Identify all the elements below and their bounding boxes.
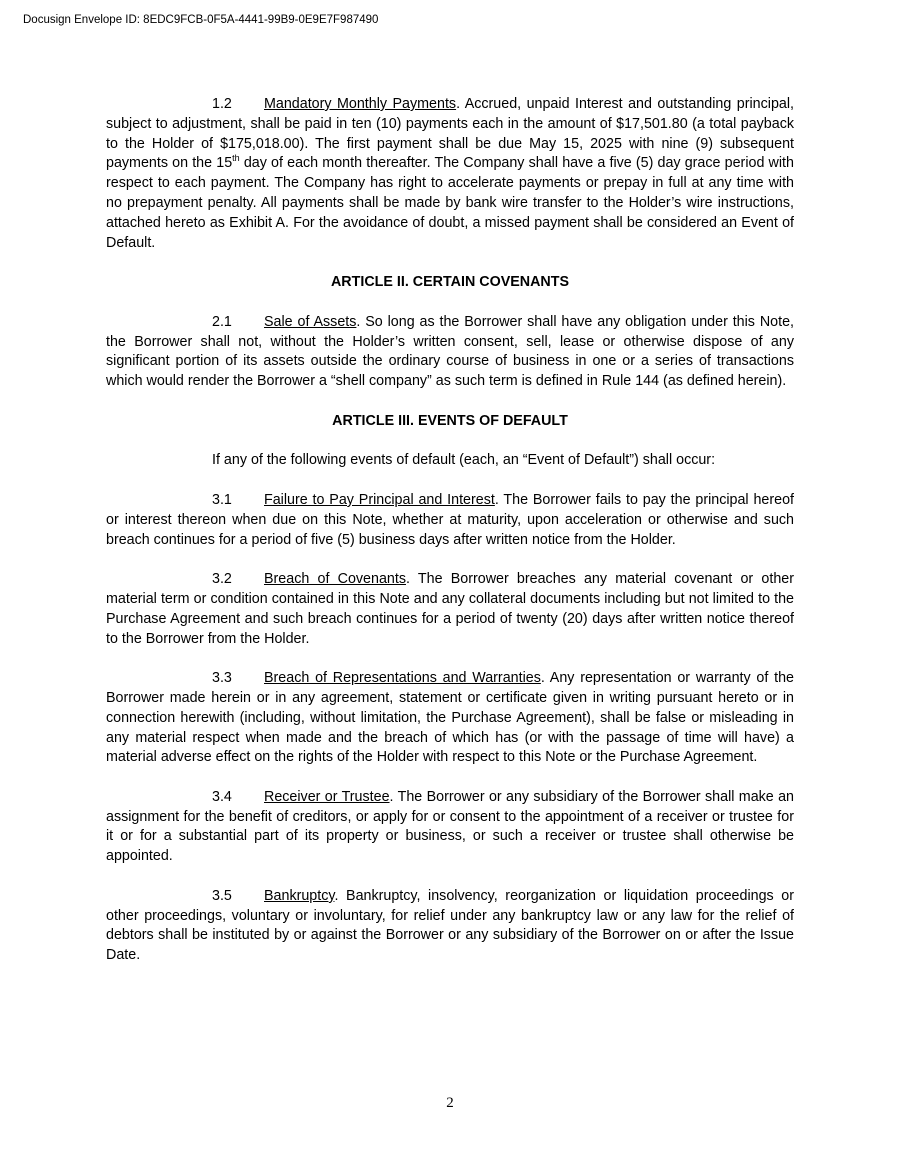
section-title: Mandatory Monthly Payments	[264, 96, 457, 112]
section-title: Breach of Representations and Warranties	[264, 670, 541, 687]
section-1-2	[106, 95, 794, 253]
section-3-1	[106, 491, 794, 550]
section-number: 3.5	[212, 887, 232, 904]
section-number: 3.1	[212, 491, 232, 508]
envelope-id: Docusign Envelope ID: 8EDC9FCB-0F5A-4441-99B9-0E9E7F987490	[23, 14, 379, 26]
section-number: 2.1	[212, 313, 232, 330]
section-text: . Accrued, unpaid Interest and outstanding principal, subject to adjustment, shall be paid in ten (10) payments each in the amount of $17,501.80 (a total payback to the Holder of $175,018.00). The first payment shall be due May 15, 2025 with nine (9) subsequent payments on the 15	[106, 96, 794, 172]
section-number: 3.3	[212, 670, 232, 687]
section-text: . The Borrower fails to pay the principal hereof or interest thereon when due on this Note, whether at maturity, upon acceleration or otherwise and such breach continues for a period of five (5) business days after written notice from the Holder.	[106, 491, 794, 548]
section-3-5	[106, 887, 794, 966]
section-number: 3.2	[212, 571, 232, 588]
section-number: 1.2	[212, 96, 232, 112]
events-intro: If any of the following events of default (each, an “Event of Default”) shall occur:	[212, 452, 716, 469]
section-3-3	[106, 669, 794, 768]
section-text: . The Borrower breaches any material covenant or other material term or condition contained in this Note and any collateral documents including but not limited to the Purchase Agreement and such breach continues for a period of twenty (20) days after written notice thereof to the Borrower from the Holder.	[106, 571, 794, 647]
document-body	[106, 95, 794, 966]
section-title: Breach of Covenants	[264, 571, 406, 588]
section-3-4	[106, 788, 794, 867]
superscript: th	[232, 153, 240, 164]
section-text: . So long as the Borrower shall have any obligation under this Note, the Borrower shall not, without the Holder’s written consent, sell, lease or otherwise dispose of any significant portion of its assets outside the ordinary course of business in one or a series of transactions which would render the Borrower a “shell company” as such term is defined in Rule 144 (as defined herein).	[106, 313, 794, 390]
section-number: 3.4	[212, 788, 232, 805]
article-3-heading: ARTICLE III. EVENTS OF DEFAULT	[332, 412, 568, 429]
section-title: Receiver or Trustee	[264, 788, 390, 805]
section-3-2	[106, 570, 794, 649]
section-title: Sale of Assets	[264, 313, 357, 330]
page-number: 2	[446, 1095, 454, 1111]
section-text: . Any representation or warranty of the Borrower made herein or in any agreement, statement or certificate given in writing pursuant hereto or in connection herewith (including, without limitation, the Purchase Agreement), shall be false or misleading in any material respect when made and the breach of which has (or with the passage of time will have) a material adverse effect on the rights of the Holder with respect to this Note or the Purchase Agreement.	[106, 670, 794, 766]
section-text-cont: day of each month thereafter. The Company shall have a five (5) day grace period with respect to each payment. The Company has right to accelerate payments or prepay in full at any time with no prepayment penalty. All payments shall be made by bank wire transfer to the Holder’s wire instructions, attached hereto as Exhibit A. For the avoidance of doubt, a missed payment shall be considered an Event of Default.	[106, 155, 794, 251]
section-title: Failure to Pay Principal and Interest	[264, 491, 495, 508]
section-text: . The Borrower or any subsidiary of the Borrower shall make an assignment for the benefit of creditors, or apply for or consent to the appointment of a receiver or trustee for it or for a substantial part of its property or business, or such a receiver or trustee shall otherwise be appointed.	[106, 788, 795, 865]
section-title: Bankruptcy	[264, 887, 335, 904]
article-2-heading: ARTICLE II. CERTAIN COVENANTS	[330, 274, 570, 291]
section-text: . Bankruptcy, insolvency, reorganization or liquidation proceedings or other proceedings, voluntary or involuntary, for relief under any bankruptcy law or any law for the relief of debtors shall be instituted by or against the Borrower or any subsidiary of the Borrower on or after the Issue Date.	[106, 887, 794, 964]
section-2-1	[106, 313, 794, 392]
